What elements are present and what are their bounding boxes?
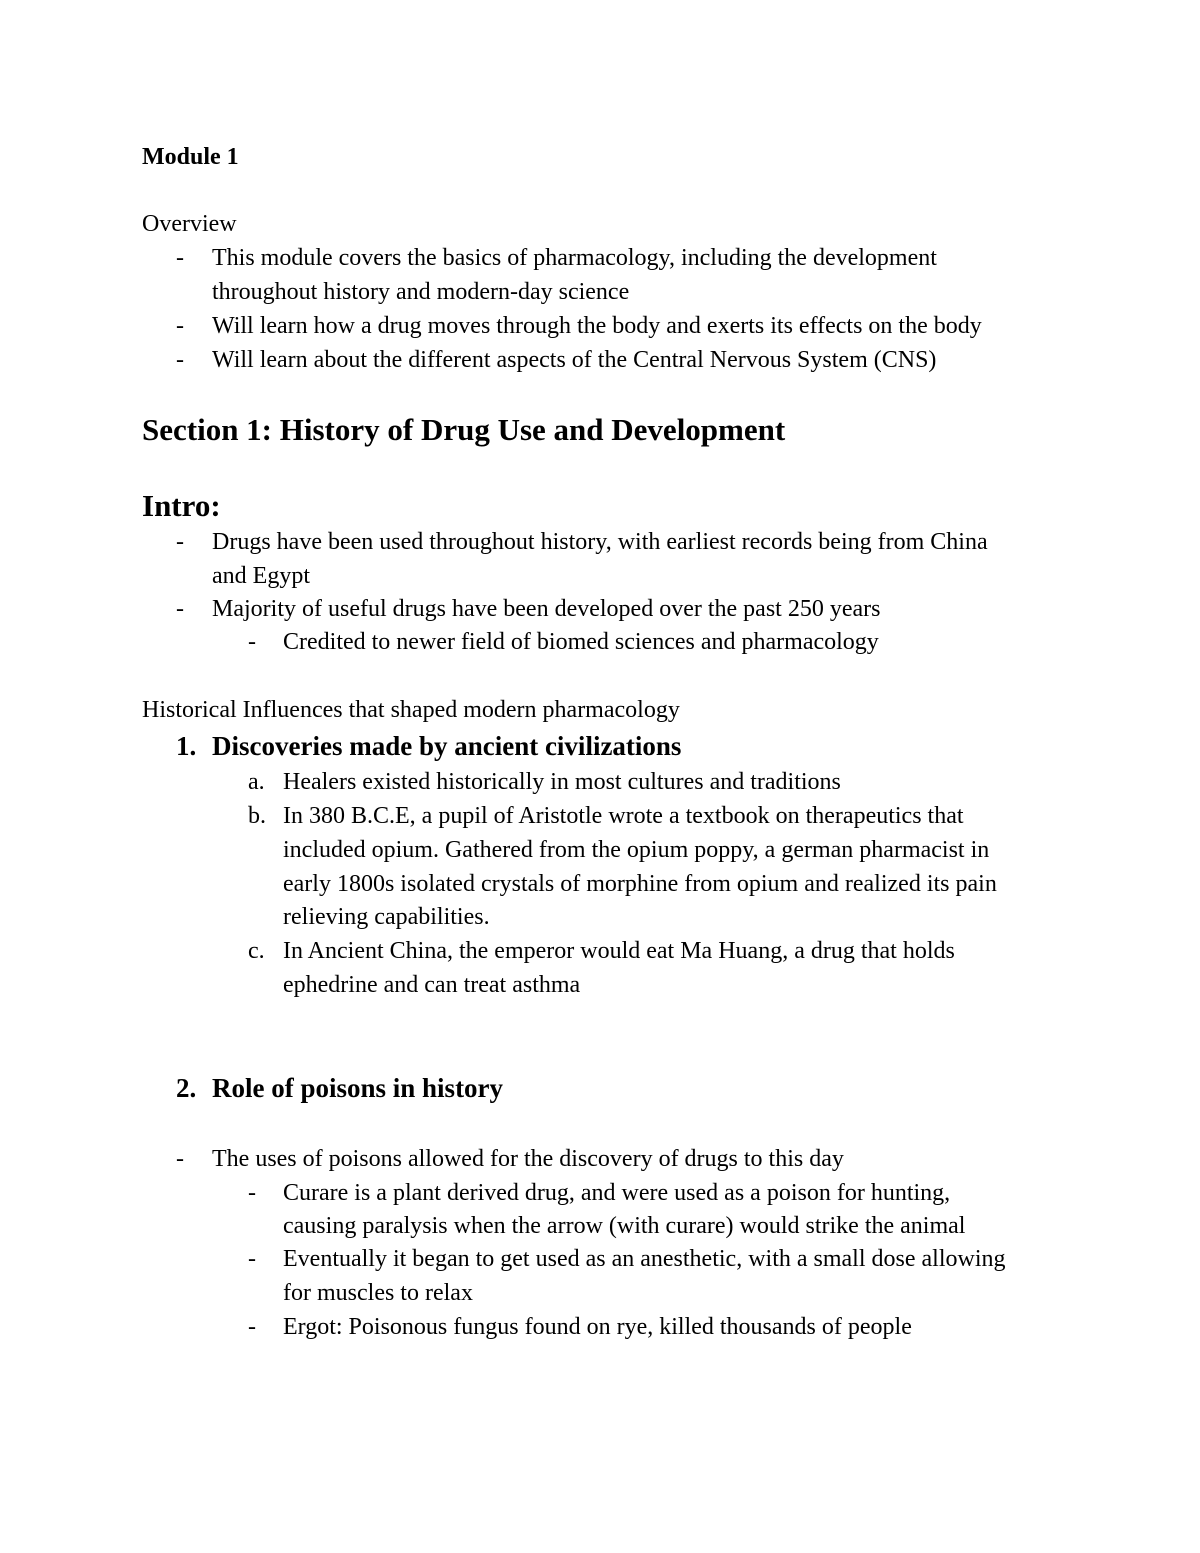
intro-bullet-2: Majority of useful drugs have been developed over the past 250 years [212,596,881,622]
module-title: Module 1 [142,144,239,170]
item2-subbullet-3: Ergot: Poisonous fungus found on rye, killed thousands of people [283,1314,912,1340]
overview-heading: Overview [142,211,237,237]
intro-heading: Intro: [142,488,221,523]
bullet-marker: - [176,313,184,339]
item1-subitem-a: Healers existed historically in most cultures and traditions [283,769,841,795]
overview-bullet-1-line-2: throughout history and modern-day science [212,279,630,305]
influences-heading: Historical Influences that shaped modern pharmacology [142,697,680,723]
sub-bullet-marker: - [248,1180,256,1206]
item-number: 2. [176,1073,197,1103]
item2-subbullet-1-line-2: causing paralysis when the arrow (with curare) would strike the animal [283,1213,966,1239]
item1-subitem-c-line-2: ephedrine and can treat asthma [283,972,581,998]
subitem-marker: c. [248,938,265,964]
section-title: Section 1: History of Drug Use and Development [142,412,786,447]
overview-bullet-3: Will learn about the different aspects of the Central Nervous System (CNS) [212,347,937,373]
sub-bullet-marker: - [248,1314,256,1340]
subitem-marker: b. [248,803,266,829]
item2-title: Role of poisons in history [212,1073,504,1103]
bullet-marker: - [176,1146,184,1172]
item1-subitem-c-line-1: In Ancient China, the emperor would eat Ma Huang, a drug that holds [283,938,955,964]
bullet-marker: - [176,347,184,373]
item1-subitem-b-line-3: early 1800s isolated crystals of morphine from opium and realized its pain [283,871,997,897]
item-number: 1. [176,731,197,761]
bullet-marker: - [176,596,184,622]
overview-bullet-1-line-1: This module covers the basics of pharmacology, including the development [212,245,937,271]
item2-subbullet-2-line-1: Eventually it began to get used as an anesthetic, with a small dose allowing [283,1246,1006,1272]
bullet-marker: - [176,245,184,271]
item1-subitem-b-line-4: relieving capabilities. [283,904,490,930]
item2-subbullet-2-line-2: for muscles to relax [283,1280,473,1306]
overview-bullet-2: Will learn how a drug moves through the body and exerts its effects on the body [212,313,982,339]
item2-bullet: The uses of poisons allowed for the discovery of drugs to this day [212,1146,844,1172]
intro-bullet-1-line-2: and Egypt [212,563,310,589]
intro-sub-bullet: Credited to newer field of biomed sciences and pharmacology [283,629,879,655]
item1-subitem-b-line-1: In 380 B.C.E, a pupil of Aristotle wrote a textbook on therapeutics that [283,803,964,829]
sub-bullet-marker: - [248,1246,256,1272]
item2-subbullet-1-line-1: Curare is a plant derived drug, and were used as a poison for hunting, [283,1180,951,1206]
intro-bullet-1-line-1: Drugs have been used throughout history, with earliest records being from China [212,529,988,555]
bullet-marker: - [176,529,184,555]
item1-title: Discoveries made by ancient civilizations [212,731,682,761]
sub-bullet-marker: - [248,629,256,655]
subitem-marker: a. [248,769,265,795]
item1-subitem-b-line-2: included opium. Gathered from the opium poppy, a german pharmacist in [283,837,990,863]
